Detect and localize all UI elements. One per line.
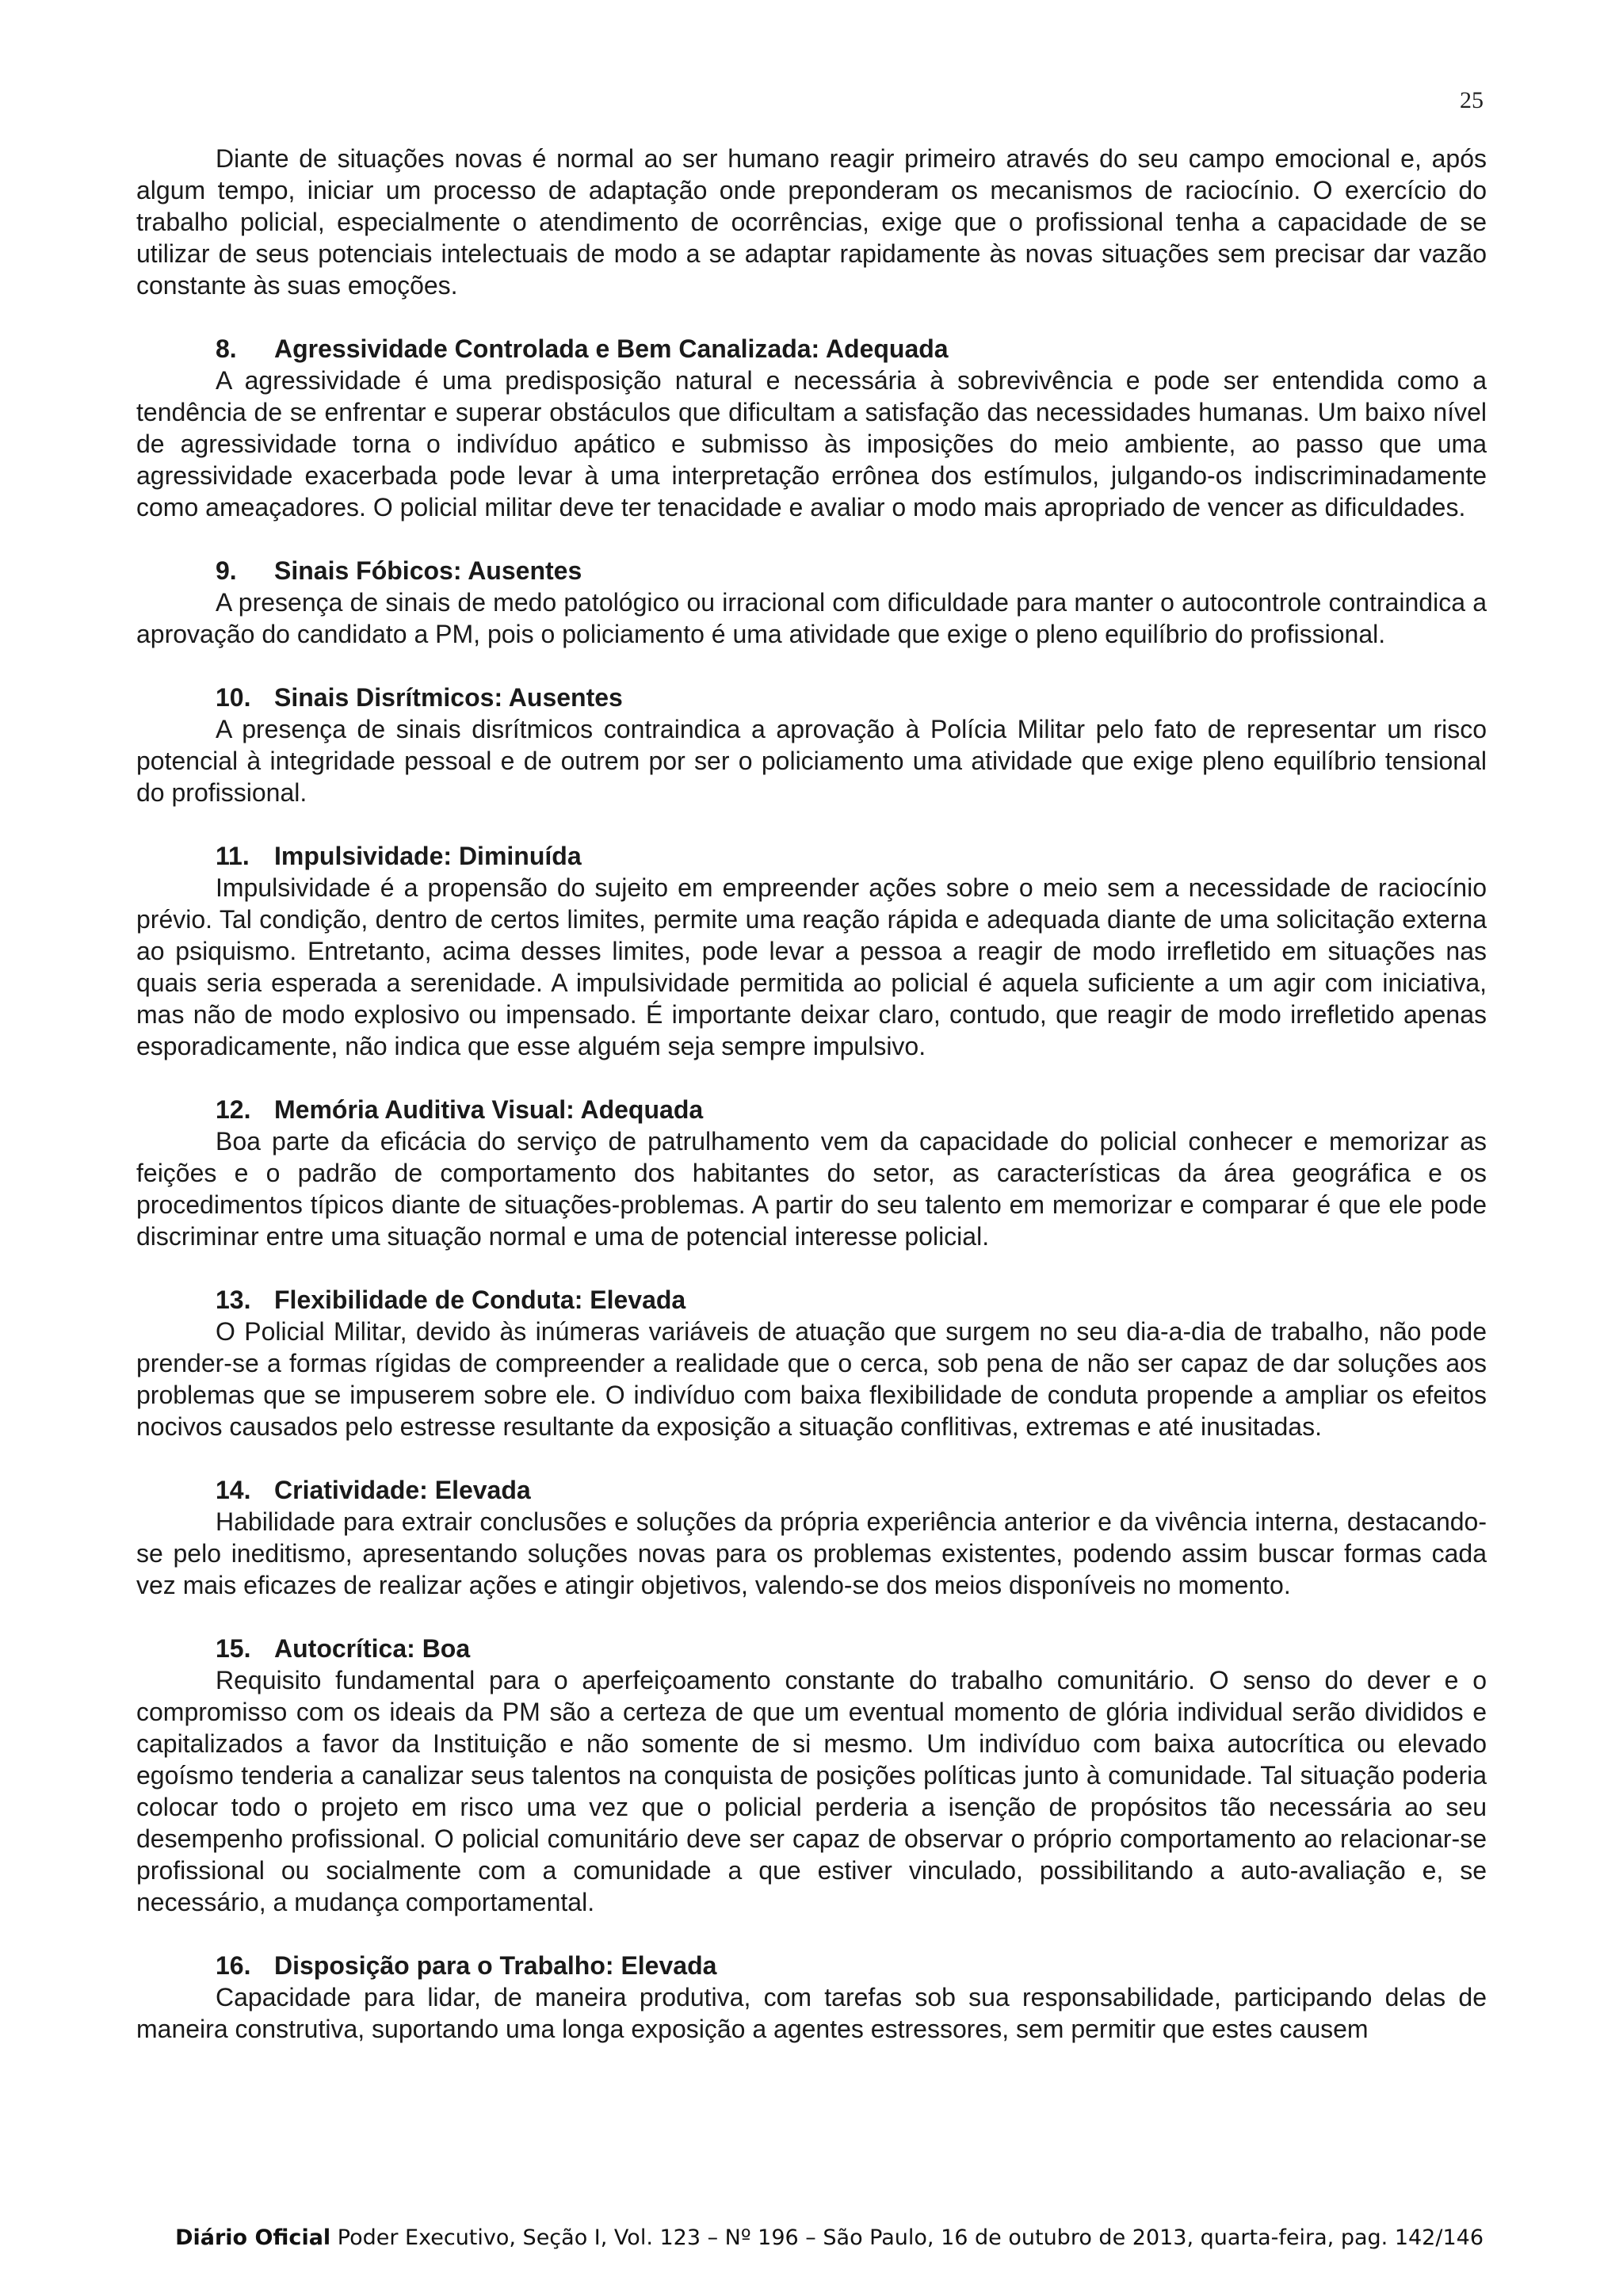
section-number: 15. <box>216 1634 251 1663</box>
section-heading <box>216 682 1487 713</box>
section-heading <box>216 1094 1487 1125</box>
section-number: 14. <box>216 1476 251 1504</box>
section-heading <box>216 1633 1487 1664</box>
section-heading <box>216 840 1487 872</box>
section-heading <box>216 1950 1487 1981</box>
section-title: Disposição para o Trabalho: Elevada <box>274 1951 717 1980</box>
section-number: 16. <box>216 1951 251 1980</box>
section-16 <box>136 1950 1487 2045</box>
section-heading <box>216 333 1487 365</box>
section-paragraph: Capacidade para lidar, de maneira produtiva, com tarefas sob sua responsabilidade, participando delas de maneira construtiva, suportando uma longa exposição a agentes estressores, sem permitir que estes causem <box>136 1983 1487 2043</box>
section-paragraph: O Policial Militar, devido às inúmeras variáveis de atuação que surgem no seu dia-a-dia de trabalho, não pode prender-se a formas rígidas de compreender a realidade que o cerca, sob pena de não ser capaz de dar soluções aos problemas que se impuserem sobre ele. O indivíduo com baixa flexibilidade de conduta propende a ampliar os efeitos nocivos causados pelo estresse resultante da exposição a situação conflitivas, extremas e até inusitadas. <box>136 1317 1487 1441</box>
section-title: Sinais Fóbicos: Ausentes <box>274 556 582 585</box>
section-title: Impulsividade: Diminuída <box>274 842 582 870</box>
section-paragraph: Requisito fundamental para o aperfeiçoamento constante do trabalho comunitário. O senso do dever e o compromisso com os ideais da PM são a certeza de que um eventual momento de glória individual serão divididos e capitalizados a favor da Instituição e não somente de si mesmo. Um indivíduo com baixa autocrítica ou elevado egoísmo tenderia a canalizar seus talentos na conquista de posições políticas junto à comunidade. Tal situação poderia colocar todo o projeto em risco uma vez que o policial perderia a isenção de propósitos tão necessária ao seu desempenho profissional. O policial comunitário deve ser capaz de observar o próprio comportamento ao relacionar-se profissional ou socialmente com a comunidade a que estiver vinculado, possibilitando a auto-avaliação e, se necessário, a mudança comportamental. <box>136 1666 1487 1916</box>
section-paragraph: Boa parte da eficácia do serviço de patrulhamento vem da capacidade do policial conhecer e memorizar as feições e o padrão de comportamento dos habitantes do setor, as características da área geográfica e os procedimentos típicos diante de situações-problemas. A partir do seu talento em memorizar e comparar é que ele pode discriminar entre uma situação normal e uma de potencial interesse policial. <box>136 1127 1487 1251</box>
footer-brand: Diário Oficial <box>175 2225 331 2250</box>
section-heading <box>216 1284 1487 1316</box>
section-number: 12. <box>216 1095 251 1124</box>
section-title: Memória Auditiva Visual: Adequada <box>274 1095 704 1124</box>
section-12 <box>136 1094 1487 1252</box>
section-paragraph: Habilidade para extrair conclusões e soluções da própria experiência anterior e da vivência interna, destacando-se pelo ineditismo, apresentando soluções novas para os problemas existentes, podendo assim buscar formas cada vez mais eficazes de realizar ações e atingir objetivos, valendo-se dos meios disponíveis no momento. <box>136 1507 1487 1599</box>
section-14 <box>136 1474 1487 1601</box>
section-title: Criatividade: Elevada <box>274 1476 531 1504</box>
page-footer <box>136 2225 1484 2250</box>
section-number: 13. <box>216 1286 251 1314</box>
document-body <box>136 143 1487 2045</box>
section-title: Flexibilidade de Conduta: Elevada <box>274 1286 686 1314</box>
section-title: Autocrítica: Boa <box>274 1634 471 1663</box>
section-8 <box>136 333 1487 523</box>
section-paragraph: Impulsividade é a propensão do sujeito em empreender ações sobre o meio sem a necessidade de raciocínio prévio. Tal condição, dentro de certos limites, permite uma reação rápida e adequada diante de uma solicitação externa ao psiquismo. Entretanto, acima desses limites, pode levar a pessoa a reagir de modo irrefletido em situações nas quais seria esperada a serenidade. A impulsividade permitida ao policial é aquela suficiente a um agir com iniciativa, mas não de modo explosivo ou impensado. É importante deixar claro, contudo, que reagir de modo irrefletido apenas esporadicamente, não indica que esse alguém seja sempre impulsivo. <box>136 873 1487 1060</box>
section-title: Sinais Disrítmicos: Ausentes <box>274 683 623 712</box>
intro-paragraph: Diante de situações novas é normal ao ser humano reagir primeiro através do seu campo emocional e, após algum tempo, iniciar um processo de adaptação onde preponderam os mecanismos de raciocínio. O exercício do trabalho policial, especialmente o atendimento de ocorrências, exige que o profissional tenha a capacidade de se utilizar de seus potenciais intelectuais de modo a se adaptar rapidamente às novas situações sem precisar dar vazão constante às suas emoções. <box>136 144 1487 300</box>
section-paragraph: A presença de sinais de medo patológico ou irracional com dificuldade para manter o autocontrole contraindica a aprovação do candidato a PM, pois o policiamento é uma atividade que exige o pleno equilíbrio do profissional. <box>136 588 1487 648</box>
section-number: 8. <box>216 334 237 363</box>
page-number: 25 <box>1460 87 1484 113</box>
section-number: 10. <box>216 683 251 712</box>
section-15 <box>136 1633 1487 1918</box>
section-paragraph: A presença de sinais disrítmicos contraindica a aprovação à Polícia Militar pelo fato de representar um risco potencial à integridade pessoal e de outrem por ser o policiamento uma atividade que exige pleno equilíbrio tensional do profissional. <box>136 715 1487 807</box>
section-heading <box>216 1474 1487 1506</box>
section-number: 11. <box>216 842 250 870</box>
section-heading <box>216 555 1487 586</box>
section-11 <box>136 840 1487 1062</box>
section-10 <box>136 682 1487 808</box>
section-13 <box>136 1284 1487 1442</box>
section-9 <box>136 555 1487 650</box>
section-paragraph: A agressividade é uma predisposição natural e necessária à sobrevivência e pode ser entendida como a tendência de se enfrentar e superar obstáculos que dificultam a satisfação das necessidades humanas. Um baixo nível de agressividade torna o indivíduo apático e submisso às imposições do meio ambiente, ao passo que uma agressividade exacerbada pode levar à uma interpretação errônea dos estímulos, julgando-os indiscriminadamente como ameaçadores. O policial militar deve ter tenacidade e avaliar o modo mais apropriado de vencer as dificuldades. <box>136 366 1487 521</box>
section-title: Agressividade Controlada e Bem Canalizada: Adequada <box>274 334 949 363</box>
section-number: 9. <box>216 556 237 585</box>
footer-text: Poder Executivo, Seção I, Vol. 123 – Nº 196 – São Paulo, 16 de outubro de 2013, quarta-feira, pag. 142/146 <box>330 2225 1484 2250</box>
